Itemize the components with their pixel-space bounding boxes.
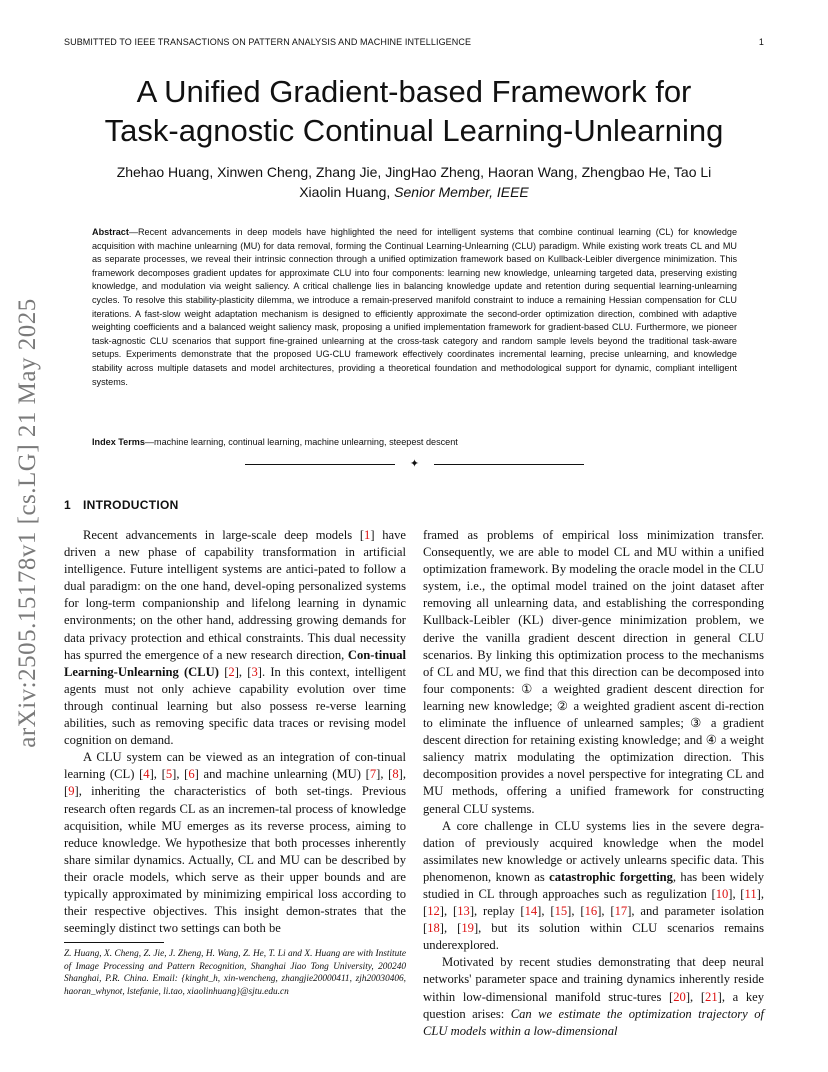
title-line-2: Task-agnostic Continual Learning-Unlearning — [104, 113, 724, 148]
journal-name: SUBMITTED TO IEEE TRANSACTIONS ON PATTERN ANALYSIS AND MACHINE INTELLIGENCE — [64, 37, 472, 47]
citation-link[interactable]: [ 3 ] — [247, 665, 262, 679]
running-header — [64, 37, 764, 49]
author-list — [40, 162, 788, 202]
text-run: Motivated by recent studies demonstrating that deep neural networks' parameter space and training dynamics inherently reside within low-dimensional manifold struc-tures — [423, 955, 764, 1004]
footnote-rule — [64, 942, 164, 943]
text-run: Recent advancements in large-scale deep models — [83, 528, 360, 542]
citation-link[interactable]: [ 19 ] — [457, 921, 478, 935]
arxiv-id: arXiv:2505.15178v1 [cs.LG] 21 May 2025 — [14, 297, 41, 748]
index-terms-text: —machine learning, continual learning, machine unlearning, steepest descent — [144, 437, 458, 447]
authors-line-2-role: Senior Member, IEEE — [394, 184, 529, 200]
text-run: . In this context, intelligent agents must not only achieve capability evolution over time through continual learning but also possess re-verse learning abilities, such as removing specific data traces or revising model cognition on demand. — [64, 664, 406, 748]
text-run: A CLU system can be viewed as an integration of con-tinual learning (CL) — [64, 750, 406, 782]
section-heading — [64, 498, 179, 512]
text-run: and machine unlearning (MU) — [198, 767, 366, 782]
abstract — [92, 226, 737, 389]
affiliation-footnote: Z. Huang, X. Cheng, Z. Jie, J. Zheng, H. Wang, Z. He, T. Li and X. Huang are with Institute of Image Processing and Pattern Recognition, Shanghai Jiao Tong University, 200240 Shanghai, P.R. China. Email: {kinght_h, xin-wencheng, zhangjie20000411, zjh20030406, haoran_whynot, lstefanie, li.tao, xiaolinhuang}@sjtu.edu.cn — [64, 949, 406, 997]
divider-diamond-icon: ✦ — [409, 457, 420, 470]
citation-link[interactable]: [ 2 ] — [224, 665, 239, 679]
citation-link[interactable]: [ 16 ] — [580, 904, 601, 918]
text-run: , but its solution within CLU scenarios remains underexplored. — [423, 921, 764, 953]
citation-link[interactable]: [ 20 ] — [669, 990, 690, 1004]
text-run: , and parameter isolation — [631, 904, 765, 919]
paragraph: A core challenge in CLU systems lies in the severe degra-dation of previously acquired knowledge when the model assimilates new knowledge or actively unlearns specific data. This phenomenon, known as catastrophic forgetting, has been widely studied in CL through approaches such as regulization [ 10 ] , [ 11 ] , [ 12 ] , [ 13 ] , replay [ 14 ] , [ 15 ] , [ 16 ] , [ 17 ] , and parameter isolation [ 18 ] , [ 19 ] , but its solution within CLU scenarios remains underexplored. — [423, 818, 764, 955]
index-terms — [92, 436, 737, 449]
citation-link[interactable]: [ 12 ] — [423, 904, 444, 918]
bold-term: catastrophic forgetting — [549, 869, 673, 884]
section-divider — [245, 458, 584, 470]
citation-link[interactable]: [ 13 ] — [453, 904, 474, 918]
citation-link[interactable]: [ 5 ] — [162, 767, 177, 781]
text-run: , a key question arises: — [423, 989, 765, 1021]
citation-link[interactable]: [ 8 ] — [388, 767, 403, 781]
citation-link[interactable]: [ 1 ] — [360, 528, 375, 542]
citation-link[interactable]: [ 21 ] — [701, 990, 722, 1004]
divider-line-right — [434, 464, 584, 465]
italic-question: Can we estimate the optimization trajectory of CLU models within a low-dimensional — [423, 1006, 764, 1038]
authors-line-2-name: Xiaolin Huang, — [299, 184, 391, 200]
citation-link[interactable]: [ 7 ] — [366, 767, 381, 781]
page-number: 1 — [758, 37, 764, 47]
paper-title — [40, 72, 788, 150]
paragraph: A CLU system can be viewed as an integration of con-tinual learning (CL) [ 4 ] , [ 5 ] , [ 6 ] and machine unlearning (MU) [ 7 ] , [ 8 ] , [ 9 ] , inheriting the characteristics of both set-tings. Previous research often regards CL as an incremen-tal process of knowledge acquisition, while MU emerges as its reverse process, aiming to reduce knowledge. We hypothesize that both processes inherently share similar dynamics. Actually, CL and MU can be described by their oracle models, which serve as their upper bounds and are typically approximated by minimizing empirical loss according to their respective objectives. This insight demon-strates that the seemingly distinct two settings can both be — [64, 749, 406, 937]
section-number: 1 — [64, 498, 71, 512]
citation-link[interactable]: [ 9 ] — [64, 784, 79, 798]
divider-line-left — [245, 464, 395, 465]
index-terms-label: Index Terms — [92, 437, 145, 447]
paragraph: framed as problems of empirical loss minimization transfer. Consequently, we are able to model CL and MU within a unified optimization framework. By modeling the oracle model in the CLU system, i.e., the optimal model trained on the joint dataset after removing all unlearning data, and establishing the corresponding Kullback-Leibler (KL) diver-gence minimization problem, we derive the vanilla gradient descent direction in general CLU scenarios. By linking this optimization process to the mechanisms of CL and MU, we find that this direction can be decomposed into four components: ① a weighted gradient descent direction for learning new knowledge; ② a weighted gradient ascent di-rection to eliminate the influence of unlearned samples; ③ a gradient descent direction for retaining existing knowledge; and ④ a weight saliency matrix modulating the optimization direction. This decomposition provides a novel perspective for integrating CL and MU methods, offering a unified framework for constructing general CLU systems. — [423, 528, 764, 816]
citation-link[interactable]: [ 17 ] — [610, 904, 631, 918]
text-run: , has been widely studied in CL through approaches such as regulization — [423, 869, 765, 901]
citation-link[interactable]: [ 14 ] — [520, 904, 541, 918]
abstract-text: —Recent advancements in deep models have highlighted the need for intelligent systems that combine continual learning (CL) for knowledge acquisition with machine unlearning (MU) for data removal, forming the Continual Learning-Unlearning (CLU) paradigm. While existing work treats CL and MU as separate processes, we reveal their intrinsic connection through a unified optimization framework based on Kullback-Leibler divergence minimization. This framework decomposes gradient updates for approximate CLU into four components: learning new knowledge, unlearning targeted data, preserving existing knowledge, and modulation via weight saliency. A critical challenge lies in balancing knowledge update and retention during sequential learning-unlearning cycles. To resolve this stability-plasticity dilemma, we introduce a remain-preserved manifold constraint to induce a remaining Hessian compensation for CLU iterations. A fast-slow weight adaptation mechanism is designed to efficiently approximate the second-order optimization direction, combined with adaptive weighting coefficients and a balanced weight saliency mask, proposing a unified implementation framework for gradient-based CLU. Furthermore, we pioneer task-agnostic CLU scenarios that support fine-grained unlearning at the cross-task category and random sample levels beyond the traditional task-aware setups. Experiments demonstrate that the proposed UG-CLU framework effectively coordinates incremental learning, precise unlearning, and knowledge stability across multiple datasets and model architectures, providing a theoretical foundation and methodological support for dynamic, compliant intelligent systems. — [92, 227, 737, 387]
column-left — [64, 527, 406, 937]
paragraph: Motivated by recent studies demonstrating that deep neural networks' parameter space and training dynamics inherently reside within low-dimensional manifold struc-tures [ 20 ] , [ 21 ] , a key question arises: Can we estimate the optimization trajectory of CLU models within a low-dimensional — [423, 954, 764, 1039]
text-run: , inheriting the characteristics of both set-tings. Previous research often regards CL as an incremen-tal process of knowledge acquisition, while MU emerges as its reverse process, aiming to reduce knowledge. We hypothesize that both processes inherently share similar dynamics. Actually, CL and MU can be described by their oracle models, which serve as their upper bounds and are typically approximated by minimizing empirical loss according to their respective objectives. This insight demon-strates that the seemingly distinct two settings can both be — [64, 784, 406, 936]
citation-link[interactable]: [ 10 ] — [712, 887, 733, 901]
paragraph: Recent advancements in large-scale deep models [ 1 ] have driven a new phase of capability transformation in artificial intelligence. Future intelligent systems are antici-pated to follow a dual paradigm: on the one hand, devel-oping personalized systems for long-term companionship and lifelong learning in dynamic environments; on the other hand, addressing growing demands for data privacy protection and ethical constraints. This dual necessity has spurred the emergence of a new research direction, Con-tinual Learning-Unlearning (CLU) [ 2 ] , [ 3 ] . In this context, intelligent agents must not only achieve capability evolution over time through continual learning but also possess re-verse learning abilities, such as removing specific data traces or revising model cognition on demand. — [64, 527, 406, 749]
citation-link[interactable]: [ 11 ] — [740, 887, 761, 901]
citation-link[interactable]: [ 18 ] — [423, 921, 444, 935]
abstract-label: Abstract — [92, 227, 129, 237]
authors-line-1: Zhehao Huang, Xinwen Cheng, Zhang Jie, JingHao Zheng, Haoran Wang, Zhengbao He, Tao Li — [116, 164, 712, 180]
column-right — [423, 527, 764, 1040]
arxiv-stamp — [10, 295, 46, 750]
citation-link[interactable]: [ 15 ] — [550, 904, 571, 918]
text-run: , replay — [474, 904, 521, 919]
text-run: have driven a new phase of capability transformation in artificial intelligence. Future intelligent systems are antici-pated to follow a dual paradigm: on the one hand, devel-oping personalized systems for long-term companionship and lifelong learning in dynamic environments; on the other hand, addressing growing demands for data privacy protection and ethical constraints. This dual necessity has spurred the emergence of a new research direction, — [64, 528, 406, 662]
text-run: A core challenge in CLU systems lies in the severe degra-dation of previously acquired knowledge when the model assimilates new knowledge or actively unlearns specific data. This phenomenon, known as — [423, 818, 764, 884]
citation-link[interactable]: [ 6 ] — [184, 767, 199, 781]
bold-term: Con-tinual Learning-Unlearning (CLU) — [64, 647, 406, 679]
title-line-1: A Unified Gradient-based Framework for — [136, 74, 692, 109]
section-title: INTRODUCTION — [82, 498, 179, 512]
citation-link[interactable]: [ 4 ] — [139, 767, 154, 781]
